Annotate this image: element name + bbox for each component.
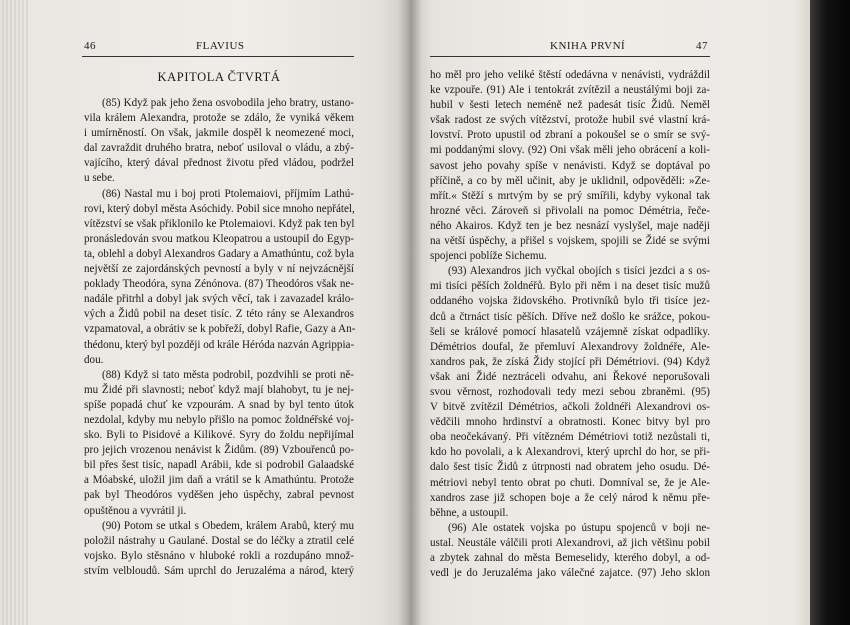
text-line: (85) Když pak jeho žena osvobodila jeho bratry, ustano- (102, 97, 354, 109)
text-line: však radost ze svých vítězství, protože hubil své vlastní krá- (430, 114, 710, 127)
text-line: oddaného vojska židovského. Protivníků bylo tři tisíce jez- (430, 295, 710, 308)
text-line: vzpamatoval, a obrátiv se k pobřeží, dobyl Rafie, Gazy a An- (84, 323, 356, 336)
right-page-number: 47 (696, 40, 708, 52)
text-line: lovství. Proto upustil od zbraní a pokoušel se o smír se svý- (430, 129, 710, 142)
text-line: vedl je do Jeruzaléma jako válečné zajatce. (97) Jeho sklon (430, 567, 710, 580)
text-line: vítězství se však přiklonilo ke Ptolemaiovi. Když pak ten byl (84, 217, 355, 230)
page-edges (0, 0, 28, 625)
left-running-head: FLAVIUS (196, 40, 245, 52)
text-line: (96) Ale ostatek vojska po ústupu spojenců v boji ne- (448, 521, 710, 534)
left-page-number: 46 (84, 40, 96, 52)
text-line: ho měl pro jeho veliké štěstí odedávna v nenávisti, vydráždil (430, 69, 710, 81)
text-line: běhne, a ustoupil. (430, 506, 509, 519)
text-line: dal zavraždit druhého bratra, neboť usiloval o vládu, a zbý- (84, 142, 354, 155)
text-line: položil nástrahy u Gaulané. Dostal se do léčky a ztratil celé (84, 534, 354, 547)
book-gutter (398, 0, 422, 625)
right-body-text (430, 68, 710, 581)
text-line: spojenci poblíže Sichemu. (430, 250, 547, 263)
text-line: mřít.« Stěží s mrtvým by se prý smířili, kdyby vykonal tak (430, 189, 710, 202)
text-line: mi poddanými slovy. (92) Oni však měli jeho obrácení a koli- (430, 144, 710, 157)
text-line: šeli se králové pomocí hlasatelů vzájemně získat odpadlíky. (430, 325, 710, 338)
text-line: oba neočekávaný. Při vítězném Démétriovi totiž nezůstali ti, (430, 431, 710, 444)
text-line: sko. Byli to Pisidové a Kilikové. Syry do žoldu nepřijímal (84, 429, 354, 442)
text-line: vých a Židů pobil na deset tisíc. Z této rány se Alexandros (84, 308, 354, 321)
text-line: svou věrnost, rozhodovali tedy mezi sebou zbraněmi. (95) (430, 385, 710, 398)
background-edge (810, 0, 850, 625)
text-line: příčině, a co by měl učinit, aby je uklidnil, odpověděli: »Ze- (430, 174, 710, 187)
text-line: opuštěnou a vyvrátil ji. (84, 504, 187, 517)
text-line: ta, oblehl a dobyl Alexandros Gadary a Amathúntu, což byla (84, 247, 354, 260)
text-line: xandros pak, že získá Židy stojící při Démétriovi. (94) Když (430, 355, 710, 368)
text-line: métriovi nebyl tento obrat po chuti. Domníval se, že je Ale- (430, 476, 710, 489)
text-line: poklady Theodóra, syna Zénónova. (87) Theodóros však ne- (84, 278, 354, 291)
text-line: dalo šest tisíc Židů z útrpnosti nad obratem jeho osudu. Dé- (430, 461, 710, 474)
chapter-title: KAPITOLA ČTVRTÁ (157, 70, 281, 84)
text-line: savost jeho povahy spíše v nenávisti. Když se doptával po (430, 159, 710, 172)
left-page (0, 0, 410, 625)
text-line: (93) Alexandros jich vyčkal obojích s tisíci jezdci a s os- (448, 265, 710, 278)
text-line: vajícího, který dával přednost životu před vládou, podržel (84, 157, 354, 170)
left-body-text (84, 96, 354, 579)
text-line: na větší úspěchy, a přišel s vojskem, spojili se Židé se svými (430, 235, 710, 248)
text-line: stvím velbloudů. Sám uprchl do Jeruzaléma a národ, který (84, 564, 354, 577)
text-line: vila králem Alexandra, protože se zdálo, že vyniká věkem (84, 112, 354, 125)
right-header-rule (430, 56, 710, 57)
text-line: však ani Židé neztráceli odvahu, ani Řekové neporušovali (430, 370, 710, 383)
text-line: největší ze zajordánských pevností a byly v ní nejvzácnější (84, 263, 354, 276)
text-line: ustal. Neustále válčili proti Alexandrovi, až jich většinu pobil (430, 536, 710, 549)
text-line: pro jejich vrozenou nenávist k Židům. (89) Vzbouřenců po- (84, 444, 354, 457)
text-line: (86) Nastal mu i boj proti Ptolemaiovi, příjmím Lathú- (102, 187, 354, 200)
text-line: nezdolal, kdyby mu nebylo přišlo na pomoc žoldnéřské voj- (84, 413, 354, 426)
text-line: pronásledován svou matkou Kleopatrou a ustoupil do Egyp- (84, 232, 354, 245)
text-line: ke vzpouře. (91) Ale i tentokrát zvítězil a neustálými boji za- (430, 84, 710, 97)
right-page (410, 0, 810, 625)
text-line: a Móabské, uložil jim daň a vrátil se k Amathúntu. Protože (84, 474, 354, 487)
text-line: thédonu, který byl později od krále Héróda nazván Agrippia- (84, 338, 355, 351)
text-line: dou. (84, 353, 104, 366)
text-line: rovi, který dobyl města Asóchidy. Pobil sice mnoho nepřátel, (84, 202, 355, 215)
text-line: u sebe. (84, 172, 115, 185)
text-line: (88) Když si tato města podrobil, pozdvihli se proti ně- (102, 368, 354, 381)
left-header-rule (82, 56, 354, 57)
text-line: kdo ho povolali, a k Alexandrovi, který uprchl do hor, se při- (430, 446, 710, 459)
text-line: dců a čtrnáct tisíc pěších. Dříve než došlo ke srážce, pokou- (430, 310, 710, 323)
text-line: xandros zase již schopen boje a že celý národ k němu pře- (430, 491, 710, 504)
text-line: V bitvě zvítězil Démétrios, ačkoli žoldnéři Alexandrovi os- (430, 401, 710, 414)
text-line: i umírněností. On však, jakmile dospěl k neomezené moci, (84, 127, 354, 140)
text-line: a zbytek zahnal do města Bemeselidy, kterého dobyl, a od- (430, 552, 710, 564)
text-line: Démétrios doufal, že přemluví Alexandrovy žoldnéře, Ale- (430, 340, 710, 353)
text-line: vojsko. Bylo stěsnáno v hluboké rokli a rozdupáno množ- (84, 549, 354, 562)
text-line: spíše popadá chuť ke vzpourám. A snad by byl tento útok (84, 398, 354, 411)
text-line: pak byl Theodóros vyděšen jeho úspěchy, zabral pevnost (84, 489, 354, 502)
text-line: hrozné věci. Zároveň si přivolali na pomoc Démétria, řeče- (430, 204, 710, 217)
text-line: hubil v šesti letech neméně než padesát tisíc Židů. Neměl (430, 99, 710, 112)
text-line: mu Židé při slavnosti; neboť když mají blahobyt, tu je nej- (84, 383, 354, 396)
text-line: bil přes šest tisíc, napadl Arábii, kde si podrobil Galaadské (84, 459, 354, 472)
text-line: (90) Potom se utkal s Obedem, králem Arabů, který mu (102, 519, 354, 532)
text-line: vědčili mnoho hrdinství a obratnosti. Konec bitvy byl pro (430, 416, 710, 429)
text-line: nadále přitrhl a dobyl jak svých věcí, tak i zavazadel králo- (84, 293, 354, 306)
right-running-head: KNIHA PRVNÍ (550, 40, 626, 52)
text-line: mi tisíci pěších žoldnéřů. Bylo při něm i na deset tisíc mužů (430, 280, 710, 293)
text-line: ného Akairos. Když ten je bez nesnází vyslyšel, maje naději (430, 219, 710, 232)
